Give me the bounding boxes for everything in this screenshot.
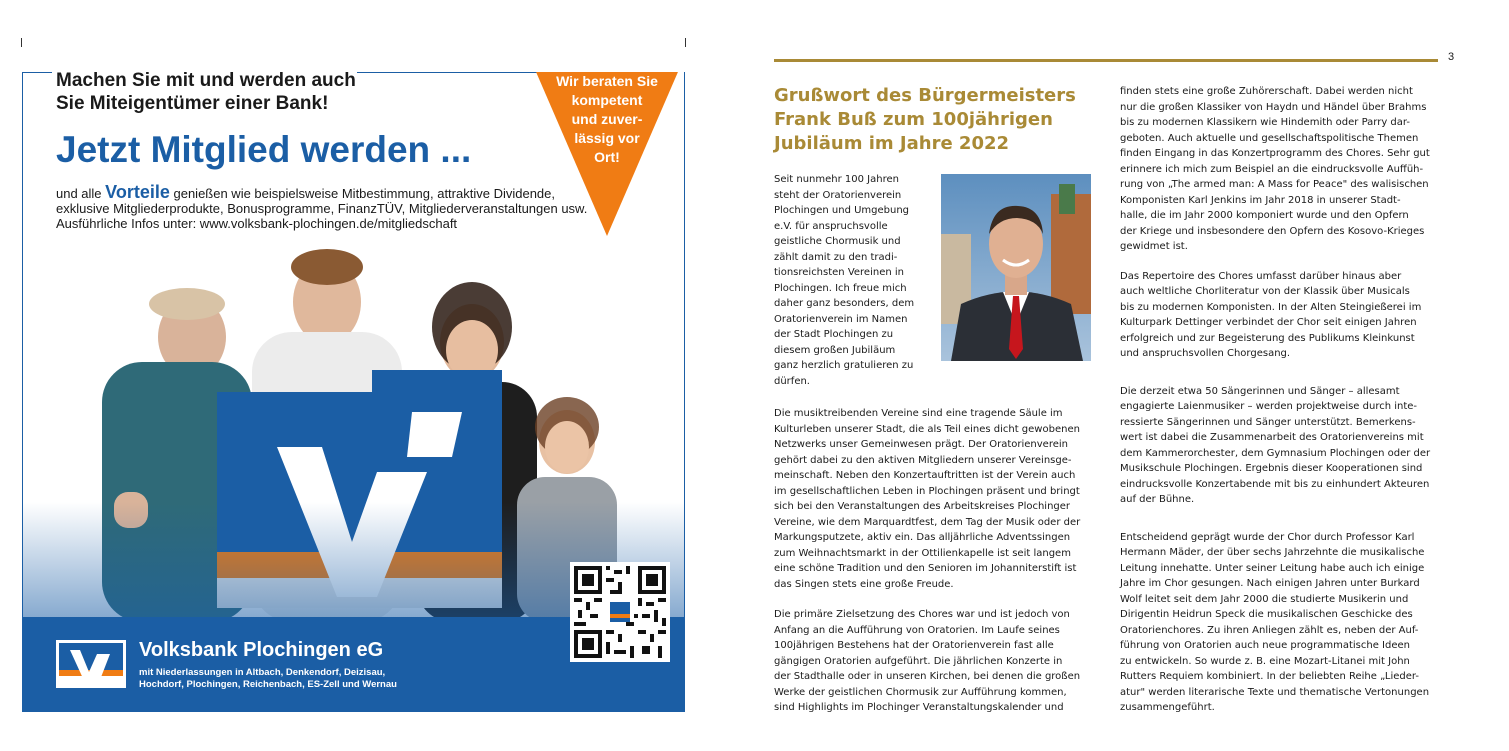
ad-text-post: genießen wie beispielsweise Mitbestimmung, attraktive Dividende, exklusive Mitgliederprodukte, Bonusprogramme, FinanzTÜV, Mitgliederveranstaltungen usw. (56, 186, 588, 216)
text-line: Anfang an die Aufführung von Oratorien. Im Laufe seines (774, 624, 1060, 636)
text-line: 100jährigen Bestehens hat der Oratorienverein fast alle (774, 640, 1054, 651)
crop-mark-right (685, 38, 686, 47)
triangle-line: Ort! (594, 149, 620, 165)
text-line: im gesellschaftlichen Leben in Plochingen präsent und bringt (774, 485, 1080, 497)
text-line: führung von Oratorien auch neue programmatische Ideen (1120, 640, 1410, 651)
text-line: geistliche Chormusik und (774, 236, 901, 247)
text-line: Hermann Mäder, der über sechs Jahrzehnte die musikalische (1120, 547, 1425, 558)
text-line: sind Highlights im Plochinger Veranstaltungskalender und (774, 702, 1064, 713)
text-line: Jahre im Chor gesungen. Nach einigen Jahren unter Burkard (1120, 578, 1420, 589)
text-line: finden Eingang in das Konzertprogramm des Chores. Sehr gut (1120, 148, 1430, 159)
ad-big-headline: Jetzt Mitglied werden ... (56, 129, 472, 170)
text-line: bis zu modernen Klassikern wie Hindemith oder Parry dar- (1120, 117, 1410, 128)
text-line: daher ganz besonders, dem (774, 298, 915, 309)
text-line: Komponisten Karl Jenkins im Jahr 2018 in unserer Stadt- (1120, 194, 1401, 206)
paragraph-gap (1120, 255, 1440, 269)
text-line: eine schöne Tradition und den Senioren im Johanniterstift ist (774, 563, 1077, 574)
text-line: erfolgreich und zur Begeisterung des Publikums Kleinkunst (1120, 332, 1415, 344)
ad-body-text (56, 182, 596, 231)
ad-headline (56, 72, 356, 115)
text-line: bis zu modernen Komponisten. In der Alten Steingießerei im (1120, 301, 1422, 313)
text-line: gewidmet ist. (1120, 241, 1188, 252)
text-line: auch weltliche Chorliteratur von der Klassik über Musicals (1120, 286, 1410, 297)
ad-frame-line (22, 72, 52, 73)
page-number: 3 (1448, 51, 1455, 63)
text-line: steht der Oratorienverein (774, 189, 902, 201)
text-line: der Stadt Plochingen zu (774, 329, 894, 340)
text-line: auf der Bühne. (1120, 494, 1195, 505)
text-line: Entscheidend geprägt wurde der Chor durch Professor Karl (1120, 531, 1415, 543)
text-line: Leitung innehatte. Unter seiner Leitung habe auch ich einige (1120, 562, 1425, 574)
text-line: Kulturleben unserer Stadt, die als Teil eines dicht gewobenen (774, 423, 1080, 435)
text-line: Kulturpark Dettinger verbindet der Chor seit einigen Jahren (1120, 317, 1417, 328)
text-line: der Stadthalle oder in unseren Kirchen, bei denen die großen (774, 671, 1081, 682)
paragraph-associations (774, 406, 1094, 592)
qr-code[interactable] (570, 562, 670, 662)
ad-headline-line: Sie Miteigentümer einer Bank! (56, 93, 329, 114)
text-line: Die primäre Zielsetzung des Chores war und ist jedoch von (774, 609, 1070, 620)
text-line: Musikschule Plochingen. Ergebnis dieser Kooperationen sind (1120, 463, 1423, 474)
text-line: finden stets eine große Zuhörerschaft. Dabei werden nicht (1120, 86, 1413, 97)
right-column (1120, 84, 1440, 716)
text-line: Vereine, wie dem Marquardtfest, dem Tag der Musik oder der (774, 516, 1081, 528)
text-line: sich bei den Veranstaltungen des Arbeitskreises Plochinger (774, 501, 1071, 512)
text-line: Seit nunmehr 100 Jahren (774, 174, 899, 185)
text-line: Dirigentin Heidrun Speck die musikalischen Geschicke des (1120, 609, 1413, 620)
text-line: Werke der geistlichen Chormusik zur Aufführung kommen, (774, 686, 1067, 698)
text-line: meinschaft. Neben den Konzertauftritten ist der Verein auch (774, 470, 1076, 481)
crop-mark-left (21, 38, 22, 47)
branches-line: mit Niederlassungen in Altbach, Denkendorf, Deizisau, (139, 667, 386, 678)
text-line: nur die großen Klassiker von Haydn und Händel über Brahms (1120, 101, 1427, 113)
text-line: zu entwickeln. So wurde z. B. eine Mozart-Litanei mit John (1120, 655, 1410, 667)
text-line: atur" werden literarische Texte und thematische Vertonungen (1120, 686, 1430, 698)
text-line: Rutters Requiem kombiniert. In der beliebten Reihe „Lieder- (1120, 671, 1420, 682)
text-line: diesem großen Jubiläum (774, 344, 896, 356)
volksbank-logo (56, 640, 126, 688)
text-line: e.V. für anspruchsvolle (774, 220, 888, 232)
header-rule (774, 59, 1438, 62)
text-line: das Singen stets eine große Freude. (774, 578, 954, 590)
volksbank-ad (22, 72, 685, 712)
text-line: Plochingen und Umgebung (774, 205, 910, 216)
branches-line: Hochdorf, Plochingen, Reichenbach, ES-Zell und Wernau (139, 679, 397, 690)
text-line: geboten. Auch aktuelle und gesellschaftspolitische Themen (1120, 132, 1419, 144)
paragraph-oratorios (774, 607, 1094, 716)
text-line: engagierte Laienmusiker – werden projektweise durch inte- (1120, 401, 1418, 412)
text-line: zusammengeführt. (1120, 702, 1215, 713)
title-line: Jubiläum im Jahre 2022 (774, 133, 1010, 154)
ad-frame-line (357, 72, 537, 73)
triangle-line: lässig vor (574, 130, 640, 146)
text-line: erinnere ich mich zum Beispiel an die eindrucksvolle Auffüh- (1120, 163, 1424, 175)
text-line: Netzwerks unser Gemeinwesen prägt. Der Oratorienverein (774, 439, 1068, 450)
text-line: Die musiktreibenden Vereine sind eine tragende Säule im (774, 408, 1063, 419)
text-line: ganz herzlich gratulieren zu (774, 360, 914, 371)
text-line: Markungsputzete, aktiv ein. Das alljährliche Adventssingen (774, 532, 1071, 543)
text-line: Oratorienverein im Namen (774, 313, 908, 325)
text-line: ressierte Sängerinnen und Sänger unterstützt. Bemerkens- (1120, 416, 1416, 428)
text-line: Das Repertoire des Chores umfasst darüber hinaus aber (1120, 270, 1402, 282)
title-line: Frank Buß zum 100jährigen (774, 109, 1053, 130)
text-line: tionsreichsten Vereinen in (774, 267, 904, 278)
text-line: und anspruchsvollen Chorgesang. (1120, 348, 1291, 359)
ad-info-link[interactable]: Ausführliche Infos unter: www.volksbank-plochingen.de/mitgliedschaft (56, 216, 458, 231)
triangle-line: kompetent (571, 92, 643, 108)
text-line: Wolf leitet seit dem Jahr 2000 die studierte Musikerin und (1120, 593, 1409, 605)
triangle-text (546, 72, 668, 167)
text-line: rung von „The armed man: A Mass for Peace" des walisischen (1120, 179, 1429, 190)
bank-name: Volksbank Plochingen eG (139, 639, 384, 661)
article-title (774, 84, 1114, 156)
text-line: gehört dabei zu den aktiven Mitgliedern unserer Vereinsge- (774, 454, 1072, 466)
text-line: Plochingen. Ich freue mich (774, 282, 907, 294)
mayor-portrait (941, 174, 1091, 361)
ad-text-highlight: Vorteile (105, 182, 170, 202)
text-line: der Kriege und insbesondere den Opfern des Kosovo-Krieges (1120, 225, 1425, 237)
paragraph-gap (1120, 508, 1440, 530)
text-line: zählt damit zu den tradi- (774, 251, 898, 263)
text-line: dürfen. (774, 375, 810, 387)
text-line: dem Kammerorchester, dem Gymnasium Plochingen oder der (1120, 447, 1431, 459)
text-line: halle, die im Jahr 2000 komponiert wurde und den Opfern (1120, 210, 1409, 221)
text-line: gängigen Oratorien aufgeführt. Die jährlichen Konzerte in (774, 655, 1063, 667)
bank-branches (139, 667, 397, 691)
intro-paragraph (774, 172, 934, 389)
ad-headline-line: Machen Sie mit und werden auch (56, 72, 356, 91)
paragraph-gap (1120, 362, 1440, 384)
title-line: Grußwort des Bürgermeisters (774, 85, 1076, 106)
text-line: zum Weihnachtsmarkt in der Ottilienkapelle ist seit langem (774, 547, 1071, 559)
text-line: Oratorienchores. Zu ihren Anliegen zählt es, neben der Auf- (1120, 624, 1419, 636)
ad-text-pre: und alle (56, 186, 102, 201)
text-line: Die derzeit etwa 50 Sängerinnen und Sänger – allesamt (1120, 385, 1400, 397)
triangle-line: und zuver- (571, 111, 643, 127)
text-line: eindrucksvolle Konzertabende mit bis zu einhundert Akteuren (1120, 478, 1430, 490)
text-line: wert ist dabei die Zusammenarbeit des Oratorienvereins mit (1120, 432, 1424, 443)
triangle-line: Wir beraten Sie (556, 73, 658, 89)
